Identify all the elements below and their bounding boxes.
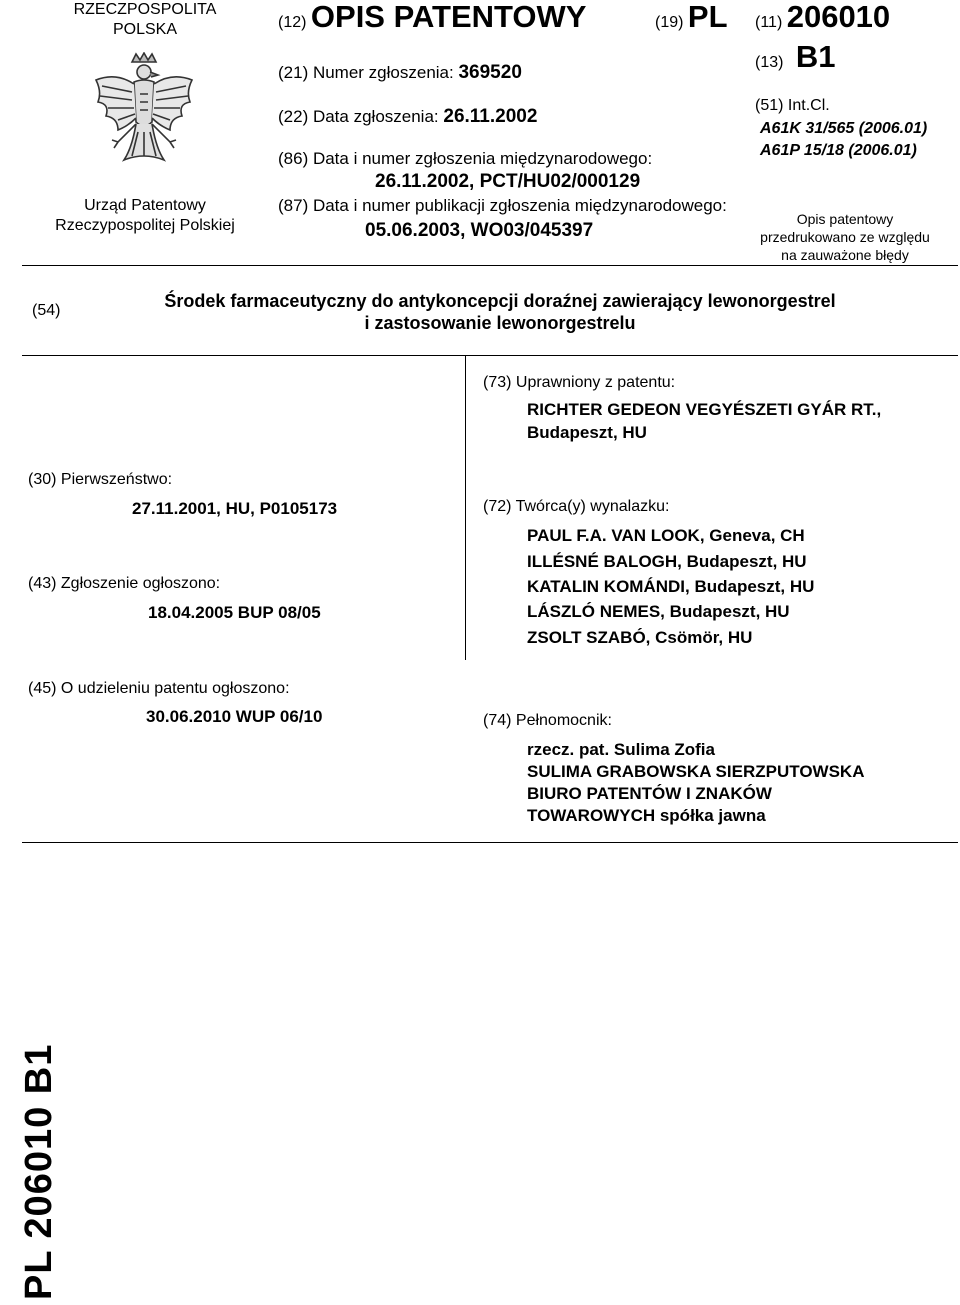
office-line-2: Rzeczypospolitej Polskiej <box>55 217 235 234</box>
int-cl-label: (51) Int.Cl. <box>755 97 830 114</box>
owner-label: (73) Uprawniony z patentu: <box>483 374 676 391</box>
granted-label: (45) O udzieleniu patentu ogłoszono: <box>28 680 290 697</box>
reprint-note-line-1: Opis patentowy <box>796 211 894 227</box>
code-19: (19) <box>655 14 684 31</box>
divider-top <box>22 265 958 266</box>
reprint-note <box>745 210 945 264</box>
office-line-1: Urząd Patentowy <box>84 197 206 214</box>
country-line-1: RZECZPOSPOLITA <box>73 1 217 18</box>
code-13: (13) <box>755 54 784 71</box>
code-11: (11) <box>755 14 783 31</box>
field-87-value: 05.06.2003, WO03/045397 <box>365 220 594 241</box>
field-87-label: (87) Data i numer publikacji zgłoszenia międzynarodowego: <box>278 196 727 215</box>
inventor-5: ZSOLT SZABÓ, Csömör, HU <box>527 628 753 647</box>
field-21-label: (21) Numer zgłoszenia: <box>278 63 454 82</box>
application-date: 26.11.2002 <box>443 106 538 127</box>
field-22 <box>278 106 537 128</box>
patent-office-name <box>40 196 250 236</box>
inventors-label: (72) Twórca(y) wynalazku: <box>483 498 670 515</box>
attorney-label: (74) Pełnomocnik: <box>483 712 612 729</box>
published-label: (43) Zgłoszenie ogłoszono: <box>28 575 221 592</box>
field-86-label: (86) Data i numer zgłoszenia międzynarodowego: <box>278 149 653 168</box>
kind-code-line <box>755 40 836 80</box>
doc-type-heading <box>278 0 587 40</box>
patent-number-line <box>755 0 890 40</box>
attorney-line-1: rzecz. pat. Sulima Zofia <box>527 740 715 759</box>
polish-eagle-emblem-icon <box>88 52 200 182</box>
country-line-2: POLSKA <box>112 21 178 38</box>
int-cl-code-1: A61K 31/565 (2006.01) <box>760 120 928 137</box>
application-number: 369520 <box>458 62 522 83</box>
attorney-line-3: BIURO PATENTÓW I ZNAKÓW <box>527 784 772 803</box>
column-divider <box>465 355 466 660</box>
title-line-2: i zastosowanie lewonorgestrelu <box>364 313 636 333</box>
inventor-3: KATALIN KOMÁNDI, Budapeszt, HU <box>527 577 815 596</box>
inventor-2: ILLÉSNÉ BALOGH, Budapeszt, HU <box>527 552 807 571</box>
document-type: OPIS PATENTOWY <box>310 0 587 34</box>
granted-value: 30.06.2010 WUP 06/10 <box>146 707 323 726</box>
field-86-value: 26.11.2002, PCT/HU02/000129 <box>375 171 641 192</box>
code-12: (12) <box>278 14 307 31</box>
owner-line-1: RICHTER GEDEON VEGYÉSZETI GYÁR RT., <box>527 400 882 419</box>
title-code: (54) <box>32 302 61 319</box>
country-name <box>50 0 240 40</box>
reprint-note-line-2: przedrukowano ze względu <box>760 229 930 245</box>
attorney-line-2: SULIMA GRABOWSKA SIERZPUTOWSKA <box>527 762 865 781</box>
divider-title <box>22 355 958 356</box>
priority-value: 27.11.2001, HU, P0105173 <box>132 499 338 518</box>
patent-number: 206010 <box>786 0 891 34</box>
reprint-note-line-3: na zauważone błędy <box>781 247 909 263</box>
int-cl-code-2: A61P 15/18 (2006.01) <box>760 142 917 159</box>
inventor-1: PAUL F.A. VAN LOOK, Geneva, CH <box>527 526 805 545</box>
country-code-heading <box>655 0 728 40</box>
divider-bottom <box>22 842 958 843</box>
published-value: 18.04.2005 BUP 08/05 <box>148 603 321 622</box>
priority-label: (30) Pierwszeństwo: <box>28 471 173 488</box>
kind-code: B1 <box>795 39 836 74</box>
attorney-line-4: TOWAROWYCH spółka jawna <box>527 806 766 825</box>
title-line-1: Środek farmaceutyczny do antykoncepcji doraźnej zawierający lewonorgestrel <box>164 291 836 311</box>
field-22-label: (22) Data zgłoszenia: <box>278 107 439 126</box>
country-code: PL <box>687 0 728 34</box>
invention-title <box>100 290 900 334</box>
owner-line-2: Budapeszt, HU <box>527 423 647 442</box>
field-21 <box>278 62 522 84</box>
side-patent-label: PL 206010 B1 <box>18 1043 60 1300</box>
inventor-4: LÁSZLÓ NEMES, Budapeszt, HU <box>527 602 790 621</box>
